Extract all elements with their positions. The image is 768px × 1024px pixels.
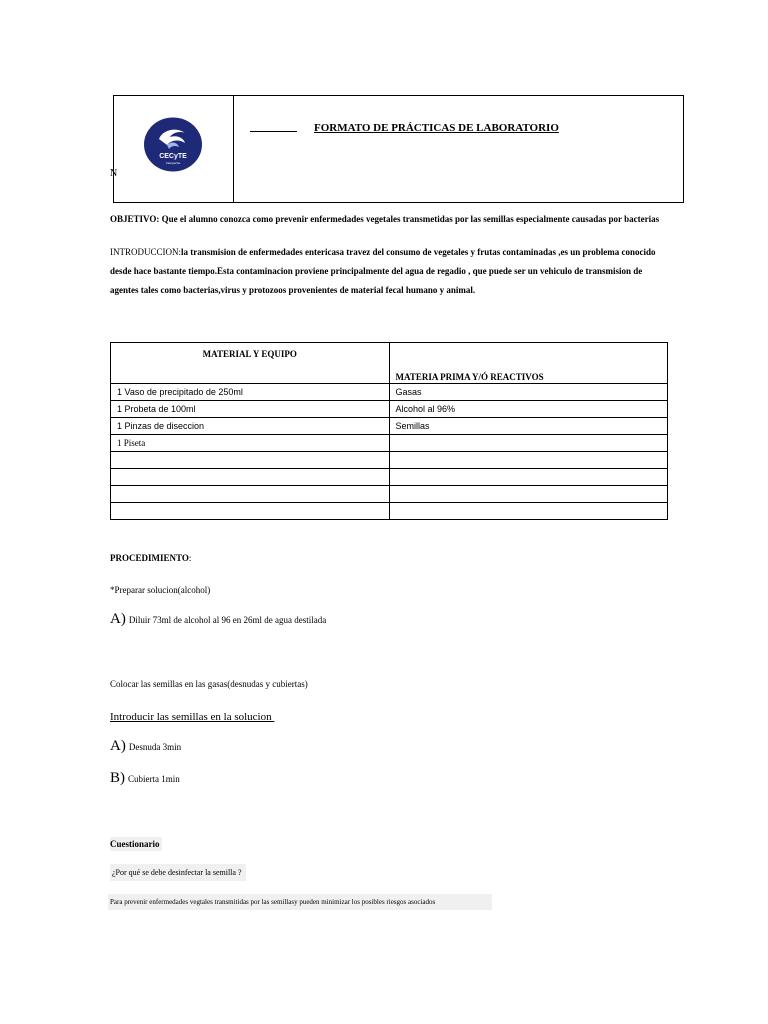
cuestionario-question: ¿Por qué se debe desinfectar la semilla ?: [110, 864, 246, 881]
table-cell: [389, 469, 668, 486]
table-cell: [389, 452, 668, 469]
table-cell: Alcohol al 96%: [389, 401, 668, 418]
logo-subtext: Campeche: [165, 161, 181, 165]
table-cell: 1 Vaso de precipitado de 250ml: [111, 384, 390, 401]
procedimiento-colon: :: [188, 553, 192, 563]
sub-a-marker: A): [110, 738, 126, 754]
material-table: [110, 342, 668, 520]
table-cell: Gasas: [389, 384, 668, 401]
introduccion-text-3: agentes tales como bacterias,virus y protozoos provenientes de material fecal humano y animal.: [110, 285, 476, 295]
sub-b-text: Cubierta 1min: [128, 774, 180, 784]
procedimiento-title: PROCEDIMIENTO: [110, 553, 189, 563]
col-header-reactivos: MATERIA PRIMA Y/Ó REACTIVOS: [389, 343, 668, 384]
page-title: FORMATO DE PRÁCTICAS DE LABORATORIO: [314, 122, 559, 134]
table-cell: 1 Probeta de 100ml: [111, 401, 390, 418]
table-row: [111, 435, 668, 452]
objetivo-label: OBJETIVO:: [110, 214, 160, 224]
table-cell: [389, 486, 668, 503]
introduccion-label: INTRODUCCION:: [110, 247, 181, 257]
table-cell: 1 Pinzas de diseccion: [111, 418, 390, 435]
introduccion-text-2: desde hace bastante tiempo.Esta contaminacion proviene principalmente del agua de regadio , que puede ser un vehiculo de transmision de: [110, 266, 643, 276]
logo-cell: [114, 96, 234, 202]
table-cell: Semillas: [389, 418, 668, 435]
col-header-material: MATERIAL Y EQUIPO: [111, 343, 390, 384]
table-row: [111, 452, 668, 469]
logo-text: CECyTE: [159, 153, 187, 160]
step-a-text: Diluir 73ml de alcohol al 96 en 26ml de agua destilada: [128, 615, 327, 625]
table-header-row: [111, 343, 668, 384]
stray-letter: N: [110, 168, 118, 179]
cuestionario-answer: Para prevenir enfermedades vegtales transmitidas por las semillasy pueden minimizar los posibles riesgos asociados: [108, 894, 492, 910]
introducir-line: Introducir las semillas en la solucion: [110, 711, 275, 723]
objetivo-text: Que el alumno conozca como prevenir enfermedades vegetales transmetidas por las semillas especialmente causadas por bacterias: [159, 214, 660, 224]
table-cell: 1 Piseta: [111, 435, 390, 452]
sub-step-b: [110, 770, 180, 787]
table-row: [111, 384, 668, 401]
blank-underline: [250, 131, 297, 132]
objetivo-paragraph: [110, 210, 659, 229]
procedimiento-heading: [110, 553, 191, 563]
introduccion-paragraph: [110, 243, 656, 300]
introduccion-line-1: [110, 243, 656, 262]
table-row: [111, 469, 668, 486]
colocar-line: Colocar las semillas en las gasas(desnudas y cubiertas): [110, 679, 308, 689]
step-a-marker: A): [110, 611, 126, 627]
step-a: [110, 611, 326, 628]
sub-a-text: Desnuda 3min: [128, 742, 182, 752]
cecyte-logo: [143, 117, 203, 172]
prep-line: *Preparar solucion(alcohol): [110, 585, 211, 595]
table-row: [111, 401, 668, 418]
cuestionario-title: Cuestionario: [110, 839, 160, 849]
table-cell: [111, 469, 390, 486]
table-row: [111, 503, 668, 520]
table-cell: [111, 452, 390, 469]
introduccion-text-1: la transmision de enfermedades entericasa travez del consumo de vegetales y frutas contaminadas ,es un problema conocido: [181, 247, 656, 257]
sub-b-marker: B): [110, 770, 125, 786]
table-row: [111, 486, 668, 503]
sub-step-a: [110, 738, 181, 755]
table-cell: [389, 503, 668, 520]
header-box: [113, 95, 684, 203]
table-cell: [111, 503, 390, 520]
table-cell: [389, 435, 668, 452]
table-row: [111, 418, 668, 435]
table-cell: [111, 486, 390, 503]
